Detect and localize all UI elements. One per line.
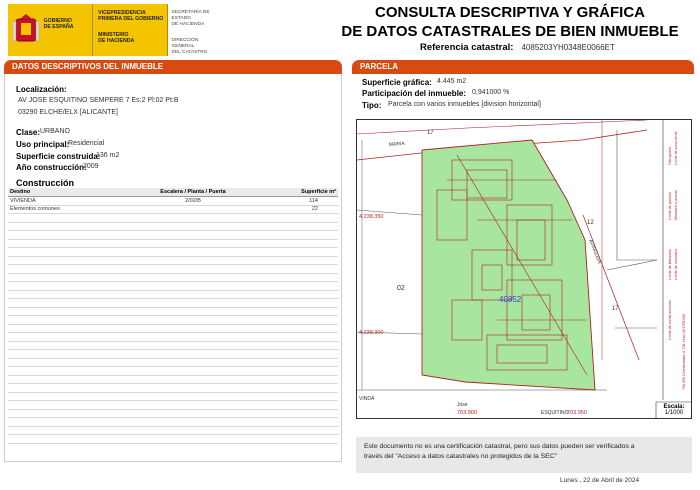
cell-empty [268,333,338,342]
cell-empty [118,299,268,308]
table-row-empty [8,418,338,427]
cell-empty [8,324,118,333]
table-row-empty [8,265,338,274]
table-row-empty [8,341,338,350]
cell-empty [268,409,338,418]
table-row-empty [8,299,338,308]
cell-empty [118,384,268,393]
cell-empty [268,256,338,265]
construction-table [8,188,338,444]
cell-empty [118,392,268,401]
table-row-empty [8,350,338,359]
localizacion-label: Localización: [16,85,67,94]
svg-text:Límite de construcciones: Límite de construcciones [668,300,672,340]
map-scale [656,404,692,419]
cell-empty [268,316,338,325]
cell-empty [8,401,118,410]
cell-empty [118,426,268,435]
cell-empty [118,239,268,248]
cell-empty [268,350,338,359]
street-top: MARIA [388,140,405,148]
clase-value: URBANO [40,128,70,135]
sup-grafica-label: Superficie gráfica: [362,78,432,87]
svg-text:Límite de municipio: Límite de municipio [674,249,678,280]
table-row-empty [8,392,338,401]
cell-empty [8,409,118,418]
label-12: 12 [587,220,594,226]
cell-empty [118,333,268,342]
cell-empty [8,265,118,274]
cell-superficie: 114 [268,197,338,206]
tipo-value: Parcela con varios inmuebles [division horizontal] [388,101,541,108]
cell-empty [118,256,268,265]
cell-empty [118,316,268,325]
cell-empty [118,231,268,240]
cell-empty [8,333,118,342]
address-line-2: 03290 ELCHE/ELX [ALICANTE] [18,109,118,116]
cell-empty [118,273,268,282]
label-02: 02 [397,285,405,292]
table-row-empty [8,367,338,376]
table-row-empty [8,426,338,435]
sup-grafica-value: 4.445 m2 [437,78,467,85]
cell-empty [118,409,268,418]
cell-empty [8,231,118,240]
cell-empty [268,426,338,435]
cadastral-reference [420,42,615,53]
street-left: VINDA [359,396,375,402]
street-bottom-left: Jose [457,402,468,408]
cell-empty [268,392,338,401]
cell-empty [118,290,268,299]
cell-empty [8,435,118,444]
table-row-empty [8,333,338,342]
col-escalera: Escalera / Planta / Puerta [118,188,268,197]
cell-empty [8,290,118,299]
table-row-empty [8,290,338,299]
clase-label: Clase: [16,128,41,137]
cell-empty [268,222,338,231]
cell-empty [118,375,268,384]
construccion-heading: Construcción [16,178,75,188]
table-row-empty [8,324,338,333]
cell-escalera [118,205,268,214]
page-title: CONSULTA DESCRIPTIVA Y GRÁFICA DE DATOS CATASTRALES DE BIEN INMUEBLE [341,4,679,40]
table-row [8,205,338,214]
table-row-empty [8,248,338,257]
svg-text:Mobiliario y aceras: Mobiliario y aceras [674,190,678,220]
uso-label: Uso principal: [16,140,70,149]
cadastral-map[interactable] [356,119,692,419]
address-line-1: AV JOSE ESQUITINO SEMPERE 7 Es:2 Pl:02 Pt:B [18,97,179,104]
cell-empty [118,367,268,376]
cell-destino: Elementos comunes [8,205,118,214]
table-row-empty [8,401,338,410]
cell-empty [118,435,268,444]
cell-empty [118,282,268,291]
cell-empty [268,418,338,427]
table-row-empty [8,273,338,282]
cell-empty [268,341,338,350]
svg-text:Límite de parcela: Límite de parcela [668,192,672,220]
cell-empty [118,350,268,359]
table-row-empty [8,384,338,393]
svg-text:Límite de zona verde: Límite de zona verde [674,131,678,165]
ref-label: Referencia catastral: [420,42,514,53]
cell-empty [268,401,338,410]
cell-empty [118,341,268,350]
label-17a: 17 [427,130,434,136]
table-row-empty [8,282,338,291]
svg-text:Límite de Manzana: Límite de Manzana [668,249,672,280]
document-date: Lunes , 22 de Abril de 2024 [560,477,640,484]
cell-empty [118,307,268,316]
cell-empty [268,367,338,376]
label-17b: 17 [612,306,619,312]
gov-logo-block [8,4,222,56]
cell-empty [8,392,118,401]
table-row [8,197,338,206]
coord-x1: 703.900 [457,410,477,416]
disclaimer-note: Este documento no es una certificación catastral, pero sus datos pueden ser verificados a través del "Acceso a datos catastrales no protegidos de la SEC" [356,437,692,473]
svg-text:Hidrografía: Hidrografía [668,147,672,165]
cell-empty [268,282,338,291]
cell-empty [8,239,118,248]
cell-empty [8,307,118,316]
cell-empty [8,426,118,435]
table-row-empty [8,375,338,384]
cell-empty [118,248,268,257]
secretariat-name: SECRETARÍA DE ESTADO DE HACIENDA DIRECCIÓN GENERAL DEL CATASTRO [168,4,222,56]
cell-empty [118,265,268,274]
cell-empty [118,358,268,367]
cell-empty [8,248,118,257]
cell-empty [268,299,338,308]
cell-empty [8,350,118,359]
parcel-number: 40852 [499,295,522,304]
anio-value: 2009 [83,163,99,170]
cell-empty [118,214,268,223]
participacion-value: 0,941000 % [472,89,510,96]
map-datum: 700.000 Coordenadas U.T.M. Huso 30 ETRS89 [682,314,686,390]
table-row-empty [8,316,338,325]
cell-empty [268,248,338,257]
tipo-label: Tipo: [362,101,382,110]
cell-empty [268,273,338,282]
cell-empty [268,324,338,333]
cell-empty [8,418,118,427]
cell-empty [118,401,268,410]
coord-y1: 4.238.350 [359,214,384,220]
uso-value: Residencial [68,140,105,147]
cell-empty [8,222,118,231]
coat-of-arms-icon [8,4,44,56]
cell-empty [118,418,268,427]
cell-empty [8,273,118,282]
cell-empty [8,214,118,223]
table-row-empty [8,239,338,248]
cell-empty [268,265,338,274]
cell-empty [8,316,118,325]
cell-empty [8,375,118,384]
table-row-empty [8,435,338,444]
cell-destino: VIVIENDA [8,197,118,206]
cell-empty [8,367,118,376]
cell-empty [8,282,118,291]
cell-empty [268,384,338,393]
cell-empty [268,239,338,248]
cell-empty [8,256,118,265]
table-row-empty [8,409,338,418]
coord-x2: 703.950 [567,410,587,416]
cell-empty [268,375,338,384]
anio-label: Año construcción: [16,163,87,172]
ministry-name: VICEPRESIDENCIA PRIMERA DEL GOBIERNO MINISTERIO DE HACIENDA [93,4,167,56]
table-row-empty [8,214,338,223]
table-row-empty [8,256,338,265]
cell-empty [268,307,338,316]
table-row-empty [8,307,338,316]
cell-empty [268,435,338,444]
cell-empty [268,214,338,223]
superficie-label: Superficie construida: [16,152,101,161]
section-bar-inmueble: DATOS DESCRIPTIVOS DEL INMUEBLE [4,60,342,74]
ref-value: 4085203YH0348E0066ET [521,43,615,52]
col-destino: Destino [8,188,118,197]
cell-empty [8,341,118,350]
table-row-empty [8,222,338,231]
map-legend [668,131,678,340]
scale-label: Escala: [663,404,685,410]
cell-empty [8,299,118,308]
cell-empty [268,231,338,240]
section-bar-parcela: PARCELA [352,60,694,74]
cell-superficie: 22 [268,205,338,214]
superficie-value: 136 m2 [96,152,120,159]
coord-y2: 4.238.300 [359,330,384,336]
cell-empty [8,358,118,367]
col-superficie: Superficie m² [268,188,338,197]
cell-empty [118,324,268,333]
cell-empty [268,358,338,367]
scale-value: 1/1000 [664,410,684,416]
cell-empty [268,290,338,299]
participacion-label: Participación del inmueble: [362,89,467,98]
table-row-empty [8,358,338,367]
street-right: AVINGUDA [587,238,603,265]
cell-empty [8,384,118,393]
gov-name: GOBIERNO DE ESPAÑA [44,4,94,56]
street-bottom-right: ESQUITINO [541,410,569,416]
cell-escalera: 2/02/B [118,197,268,206]
table-row-empty [8,231,338,240]
cell-empty [118,222,268,231]
